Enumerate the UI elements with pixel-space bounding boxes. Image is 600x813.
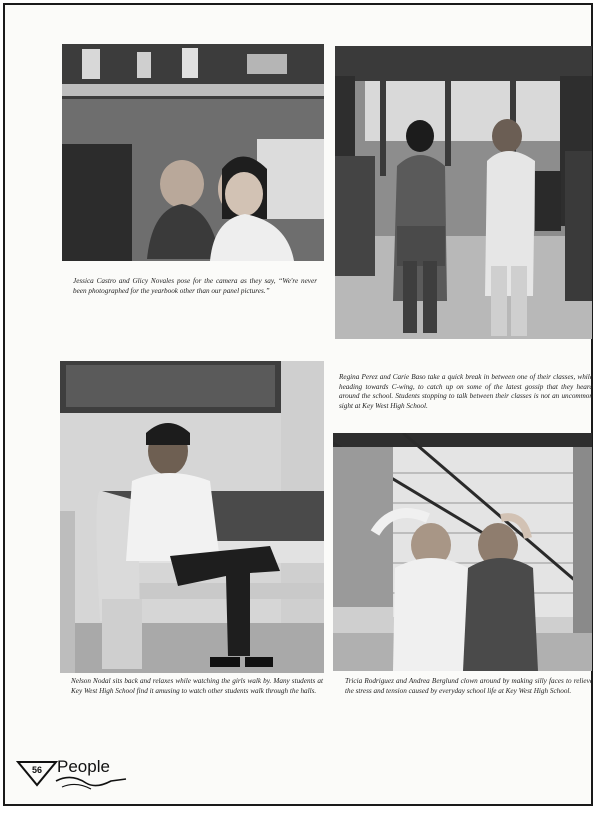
yearbook-page [3, 3, 593, 806]
photo-hallway-group [335, 46, 592, 339]
caption-stairs: Tricia Rodriguez and Andrea Berglund clown around by making silly faces to relieve the stress and tension caused by everyday school life at Key West High School. [345, 677, 593, 695]
caption-hallway: Regina Perez and Carie Baso take a quick break in between one of their classes, while heading towards C-wing, to catch up on some of the latest gossip that they heard around the school. Students stopping to talk between their classes is not an uncommon sight at Key West High School. [339, 373, 593, 410]
photo-bench-student [60, 361, 324, 673]
section-title: People [57, 757, 110, 776]
page-number: 56 [32, 765, 43, 775]
caption-cafeteria: Jessica Castro and Glicy Novales pose for the camera as they say, “We're never been photographed for the yearbook other than our panel pictures.” [73, 277, 317, 295]
caption-bench: Nelson Nodal sits back and relaxes while watching the girls walk by. Many students at Key West High School find it amusing to watch other students walk through the halls. [71, 677, 323, 695]
page-folio [16, 759, 136, 793]
photo-stairs-pair [333, 433, 592, 671]
photo-cafeteria-pair [62, 44, 324, 261]
